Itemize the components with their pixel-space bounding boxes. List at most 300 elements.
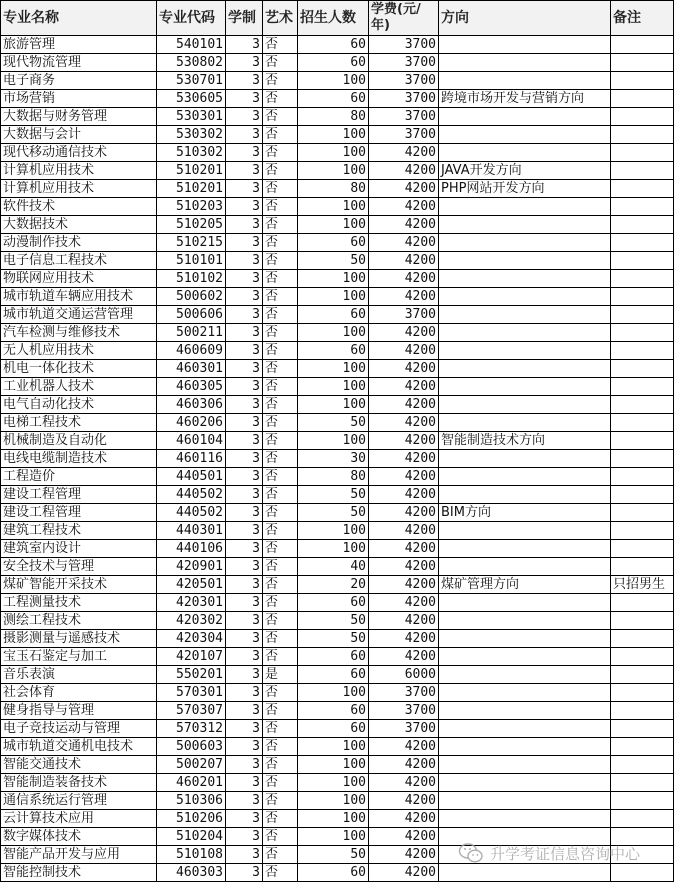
cell-enrollment: 80 [298,468,369,486]
cell-enrollment: 20 [298,576,369,594]
cell-major-name: 机电一体化技术 [1,360,157,378]
cell-note [611,180,674,198]
cell-major-code: 510108 [157,846,226,864]
cell-note [611,846,674,864]
cell-major-code: 460116 [157,450,226,468]
cell-major-name: 建设工程管理 [1,504,157,522]
cell-major-name: 摄影测量与遥感技术 [1,630,157,648]
cell-years: 3 [226,342,263,360]
cell-direction [439,126,611,144]
cell-years: 3 [226,90,263,108]
cell-years: 3 [226,288,263,306]
cell-direction [439,360,611,378]
cell-note [611,90,674,108]
cell-art: 否 [263,252,298,270]
cell-tuition: 4200 [369,180,439,198]
table-row [1,216,674,234]
cell-note [611,774,674,792]
cell-note [611,540,674,558]
cell-direction [439,378,611,396]
cell-major-code: 510102 [157,270,226,288]
cell-major-name: 电气自动化技术 [1,396,157,414]
table-row [1,504,674,522]
cell-years: 3 [226,666,263,684]
cell-major-name: 数字媒体技术 [1,828,157,846]
table-row [1,792,674,810]
cell-direction [439,54,611,72]
cell-art: 否 [263,342,298,360]
cell-enrollment: 60 [298,648,369,666]
cell-years: 3 [226,504,263,522]
table-row [1,378,674,396]
cell-major-code: 440502 [157,486,226,504]
cell-major-code: 460104 [157,432,226,450]
cell-tuition: 4200 [369,468,439,486]
cell-note [611,72,674,90]
cell-direction [439,306,611,324]
cell-major-code: 440501 [157,468,226,486]
cell-direction [439,234,611,252]
cell-years: 3 [226,162,263,180]
cell-years: 3 [226,558,263,576]
cell-note [611,522,674,540]
table-row [1,774,674,792]
cell-direction [439,468,611,486]
cell-note [611,324,674,342]
cell-years: 3 [226,432,263,450]
cell-direction [439,144,611,162]
table-row [1,828,674,846]
cell-enrollment: 100 [298,540,369,558]
header-major-code: 专业代码 [157,1,226,36]
cell-years: 3 [226,594,263,612]
cell-direction [439,540,611,558]
cell-major-name: 安全技术与管理 [1,558,157,576]
cell-major-code: 530605 [157,90,226,108]
cell-major-code: 570307 [157,702,226,720]
cell-note [611,558,674,576]
table-row [1,612,674,630]
table-row [1,684,674,702]
cell-major-name: 建设工程管理 [1,486,157,504]
cell-note [611,612,674,630]
cell-major-code: 500606 [157,306,226,324]
cell-tuition: 4200 [369,540,439,558]
cell-direction [439,756,611,774]
cell-years: 3 [226,198,263,216]
table-row [1,810,674,828]
cell-art: 否 [263,648,298,666]
cell-direction [439,792,611,810]
cell-tuition: 4200 [369,414,439,432]
cell-enrollment: 100 [298,144,369,162]
cell-enrollment: 100 [298,198,369,216]
table-row [1,450,674,468]
cell-art: 否 [263,234,298,252]
cell-years: 3 [226,630,263,648]
cell-art: 否 [263,396,298,414]
cell-note [611,864,674,882]
cell-major-name: 智能控制技术 [1,864,157,882]
cell-art: 否 [263,558,298,576]
cell-art: 否 [263,504,298,522]
cell-note [611,702,674,720]
cell-major-code: 420304 [157,630,226,648]
table-row [1,486,674,504]
cell-enrollment: 100 [298,360,369,378]
cell-major-name: 工业机器人技术 [1,378,157,396]
cell-direction [439,486,611,504]
cell-enrollment: 100 [298,288,369,306]
cell-tuition: 3700 [369,306,439,324]
table-row [1,558,674,576]
cell-art: 否 [263,198,298,216]
cell-major-code: 530302 [157,126,226,144]
cell-tuition: 3700 [369,72,439,90]
cell-note [611,468,674,486]
cell-enrollment: 50 [298,846,369,864]
cell-art: 否 [263,846,298,864]
cell-major-name: 物联网应用技术 [1,270,157,288]
table-row [1,756,674,774]
cell-enrollment: 100 [298,828,369,846]
cell-major-name: 社会体育 [1,684,157,702]
cell-tuition: 3700 [369,36,439,54]
cell-major-code: 460609 [157,342,226,360]
cell-direction [439,324,611,342]
cell-years: 3 [226,486,263,504]
header-row [1,1,674,36]
cell-major-name: 城市轨道交通运营管理 [1,306,157,324]
cell-art: 否 [263,306,298,324]
cell-enrollment: 60 [298,702,369,720]
cell-years: 3 [226,774,263,792]
cell-art: 否 [263,126,298,144]
cell-years: 3 [226,720,263,738]
cell-enrollment: 60 [298,90,369,108]
cell-years: 3 [226,756,263,774]
cell-years: 3 [226,180,263,198]
cell-years: 3 [226,576,263,594]
cell-tuition: 4200 [369,486,439,504]
cell-art: 否 [263,684,298,702]
table-row [1,144,674,162]
cell-direction: 跨境市场开发与营销方向 [439,90,611,108]
table-row [1,630,674,648]
cell-tuition: 4200 [369,234,439,252]
cell-tuition: 4200 [369,612,439,630]
cell-tuition: 4200 [369,522,439,540]
cell-tuition: 4200 [369,756,439,774]
cell-major-name: 计算机应用技术 [1,162,157,180]
cell-direction [439,612,611,630]
table-row [1,864,674,882]
cell-major-name: 电子商务 [1,72,157,90]
cell-note [611,792,674,810]
table-row [1,288,674,306]
cell-note [611,666,674,684]
cell-direction [439,810,611,828]
cell-enrollment: 100 [298,72,369,90]
table-row [1,594,674,612]
header-years: 学制 [226,1,263,36]
cell-enrollment: 100 [298,270,369,288]
cell-enrollment: 50 [298,612,369,630]
cell-tuition: 4200 [369,810,439,828]
cell-art: 否 [263,702,298,720]
cell-direction [439,846,611,864]
cell-major-code: 510206 [157,810,226,828]
cell-art: 否 [263,486,298,504]
cell-tuition: 6000 [369,666,439,684]
cell-enrollment: 100 [298,756,369,774]
cell-note [611,162,674,180]
cell-enrollment: 40 [298,558,369,576]
cell-major-code: 510205 [157,216,226,234]
cell-art: 否 [263,324,298,342]
cell-major-name: 电梯工程技术 [1,414,157,432]
cell-art: 否 [263,162,298,180]
cell-years: 3 [226,36,263,54]
cell-years: 3 [226,414,263,432]
table-row [1,576,674,594]
table-row [1,432,674,450]
cell-art: 否 [263,630,298,648]
cell-tuition: 4200 [369,162,439,180]
cell-years: 3 [226,306,263,324]
cell-years: 3 [226,846,263,864]
cell-enrollment: 100 [298,792,369,810]
cell-tuition: 4200 [369,576,439,594]
cell-art: 否 [263,828,298,846]
cell-major-name: 电子信息工程技术 [1,252,157,270]
cell-major-code: 420901 [157,558,226,576]
cell-direction: JAVA开发方向 [439,162,611,180]
cell-major-name: 智能制造装备技术 [1,774,157,792]
cell-years: 3 [226,702,263,720]
cell-enrollment: 100 [298,738,369,756]
cell-enrollment: 60 [298,666,369,684]
cell-note [611,684,674,702]
cell-direction [439,774,611,792]
cell-note [611,126,674,144]
watermark-text: 升学考证信息咨询中心 [490,844,641,863]
cell-enrollment: 100 [298,432,369,450]
cell-art: 否 [263,774,298,792]
cell-major-name: 机械制造及自动化 [1,432,157,450]
cell-art: 否 [263,612,298,630]
cell-enrollment: 60 [298,342,369,360]
cell-enrollment: 60 [298,306,369,324]
cell-direction [439,216,611,234]
cell-major-code: 510302 [157,144,226,162]
cell-note [611,756,674,774]
cell-major-code: 440301 [157,522,226,540]
cell-enrollment: 60 [298,864,369,882]
cell-tuition: 4200 [369,504,439,522]
cell-major-code: 510101 [157,252,226,270]
cell-note [611,594,674,612]
table-body [1,36,674,882]
table-row [1,342,674,360]
cell-years: 3 [226,828,263,846]
cell-tuition: 3700 [369,126,439,144]
table-row [1,108,674,126]
table-row [1,702,674,720]
cell-years: 3 [226,72,263,90]
cell-tuition: 4200 [369,846,439,864]
cell-direction [439,630,611,648]
cell-years: 3 [226,378,263,396]
cell-years: 3 [226,126,263,144]
cell-enrollment: 100 [298,810,369,828]
cell-direction [439,36,611,54]
cell-note [611,648,674,666]
table-row [1,360,674,378]
cell-years: 3 [226,54,263,72]
cell-major-code: 460305 [157,378,226,396]
cell-major-code: 420301 [157,594,226,612]
cell-art: 否 [263,432,298,450]
cell-tuition: 4200 [369,252,439,270]
cell-note [611,270,674,288]
cell-art: 是 [263,666,298,684]
cell-enrollment: 50 [298,414,369,432]
cell-years: 3 [226,360,263,378]
cell-note: 只招男生 [611,576,674,594]
cell-major-code: 510201 [157,162,226,180]
cell-direction [439,702,611,720]
cell-years: 3 [226,468,263,486]
cell-enrollment: 100 [298,216,369,234]
cell-enrollment: 100 [298,684,369,702]
cell-tuition: 4200 [369,324,439,342]
cell-note [611,54,674,72]
cell-tuition: 4200 [369,630,439,648]
cell-major-code: 420501 [157,576,226,594]
table-row [1,846,674,864]
cell-enrollment: 100 [298,162,369,180]
table-row [1,396,674,414]
cell-major-name: 工程造价 [1,468,157,486]
cell-major-name: 市场营销 [1,90,157,108]
cell-major-name: 健身指导与管理 [1,702,157,720]
cell-major-code: 510203 [157,198,226,216]
cell-tuition: 3700 [369,54,439,72]
cell-note [611,504,674,522]
header-tuition: 学费(元/年) [369,1,439,36]
cell-major-name: 宝玉石鉴定与加工 [1,648,157,666]
cell-tuition: 4200 [369,792,439,810]
cell-note [611,252,674,270]
cell-tuition: 3700 [369,702,439,720]
cell-tuition: 3700 [369,684,439,702]
cell-note [611,486,674,504]
table-row [1,54,674,72]
cell-tuition: 4200 [369,828,439,846]
cell-note [611,810,674,828]
cell-years: 3 [226,234,263,252]
cell-major-code: 460301 [157,360,226,378]
cell-major-name: 城市轨道交通机电技术 [1,738,157,756]
cell-art: 否 [263,36,298,54]
cell-note [611,144,674,162]
table-row [1,162,674,180]
table-row [1,72,674,90]
cell-art: 否 [263,720,298,738]
cell-tuition: 4200 [369,864,439,882]
cell-years: 3 [226,810,263,828]
cell-art: 否 [263,864,298,882]
cell-tuition: 4200 [369,432,439,450]
cell-tuition: 4200 [369,270,439,288]
cell-years: 3 [226,648,263,666]
cell-note [611,234,674,252]
cell-tuition: 4200 [369,342,439,360]
cell-major-code: 440502 [157,504,226,522]
table-row [1,306,674,324]
cell-enrollment: 50 [298,486,369,504]
cell-tuition: 4200 [369,360,439,378]
cell-art: 否 [263,576,298,594]
cell-tuition: 4200 [369,144,439,162]
cell-direction [439,648,611,666]
cell-major-name: 智能交通技术 [1,756,157,774]
cell-major-code: 460303 [157,864,226,882]
cell-art: 否 [263,108,298,126]
table-row [1,522,674,540]
table-row [1,198,674,216]
cell-enrollment: 100 [298,324,369,342]
cell-major-name: 电线电缆制造技术 [1,450,157,468]
header-note: 备注 [611,1,674,36]
cell-major-name: 建筑工程技术 [1,522,157,540]
cell-major-code: 530701 [157,72,226,90]
cell-major-name: 现代移动通信技术 [1,144,157,162]
cell-note [611,450,674,468]
cell-tuition: 4200 [369,288,439,306]
cell-note [611,396,674,414]
cell-note [611,630,674,648]
cell-direction [439,684,611,702]
cell-enrollment: 60 [298,720,369,738]
cell-direction: 智能制造技术方向 [439,432,611,450]
header-enrollment: 招生人数 [298,1,369,36]
cell-major-name: 智能产品开发与应用 [1,846,157,864]
cell-years: 3 [226,270,263,288]
cell-enrollment: 50 [298,504,369,522]
cell-tuition: 4200 [369,378,439,396]
cell-years: 3 [226,324,263,342]
table-row [1,180,674,198]
table-row [1,738,674,756]
table-row [1,36,674,54]
cell-major-name: 旅游管理 [1,36,157,54]
cell-enrollment: 100 [298,378,369,396]
cell-note [611,828,674,846]
cell-major-name: 通信系统运行管理 [1,792,157,810]
cell-art: 否 [263,378,298,396]
cell-major-code: 530802 [157,54,226,72]
cell-art: 否 [263,216,298,234]
table-row [1,252,674,270]
cell-years: 3 [226,612,263,630]
table-row [1,666,674,684]
cell-note [611,288,674,306]
cell-years: 3 [226,216,263,234]
cell-major-name: 测绘工程技术 [1,612,157,630]
cell-major-name: 大数据与财务管理 [1,108,157,126]
